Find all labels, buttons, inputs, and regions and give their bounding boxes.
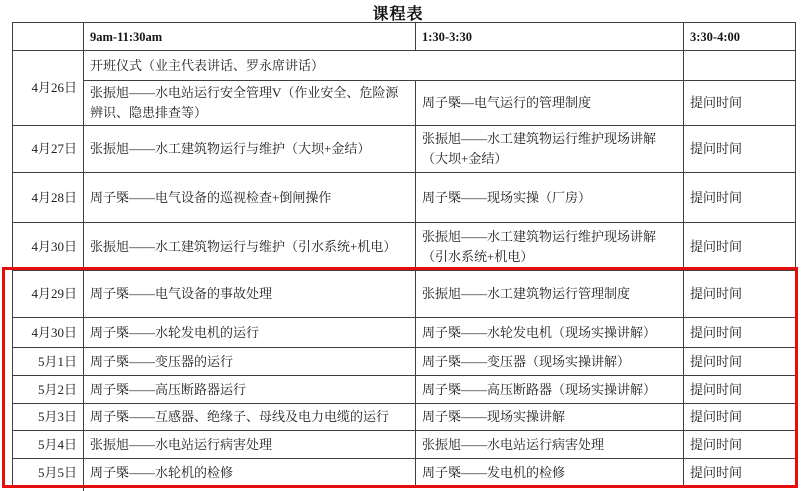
session-cell: 张振旭——水电站运行安全管理V（作业安全、危险源辨识、隐患排查等） bbox=[84, 81, 416, 126]
session-cell: 张振旭——水工建筑物运行与维护（引水系统+机电） bbox=[84, 223, 416, 271]
session-cell: 周子槩——发电机的检修 bbox=[416, 459, 684, 487]
date-cell: 4月28日 bbox=[13, 173, 84, 223]
schedule-row bbox=[13, 404, 796, 431]
session-cell: 张振旭——水工建筑物运行维护现场讲解（大坝+金结） bbox=[416, 126, 684, 173]
date-cell: 4月30日 bbox=[13, 223, 84, 271]
header-row bbox=[13, 23, 796, 51]
session-cell: 开班仪式（业主代表讲话、罗永席讲话） bbox=[84, 51, 684, 81]
schedule-row bbox=[13, 318, 796, 348]
schedule-row bbox=[13, 173, 796, 223]
qa-time-cell: 提问时间 bbox=[684, 173, 796, 223]
session-cell: 张振旭——水电站运行病害处理 bbox=[84, 431, 416, 459]
header-date-column bbox=[13, 23, 84, 51]
session-cell: 周子槩——现场实操讲解 bbox=[416, 404, 684, 431]
session-cell: 周子槩——互感器、绝缘子、母线及电力电缆的运行 bbox=[84, 404, 416, 431]
schedule-title: 课程表 bbox=[372, 6, 424, 23]
header-late-afternoon-slot: 3:30-4:00 bbox=[684, 23, 796, 51]
qa-time-cell: 提问时间 bbox=[684, 431, 796, 459]
date-cell: 5月1日 bbox=[13, 348, 84, 376]
date-cell: 5月2日 bbox=[13, 376, 84, 404]
date-cell: 4月27日 bbox=[13, 126, 84, 173]
session-cell: 周子槩——电气设备的巡视检查+倒闸操作 bbox=[84, 173, 416, 223]
qa-time-cell: 提问时间 bbox=[684, 348, 796, 376]
date-cell: 5月3日 bbox=[13, 404, 84, 431]
session-cell: 周子槩——高压断路器运行 bbox=[84, 376, 416, 404]
schedule-row bbox=[13, 271, 796, 318]
empty-cell bbox=[684, 51, 796, 81]
schedule-row bbox=[13, 223, 796, 271]
session-cell: 周子槩——水轮发电机的运行 bbox=[84, 318, 416, 348]
qa-time-cell: 提问时间 bbox=[684, 126, 796, 173]
session-cell: 张振旭——水电站运行病害处理 bbox=[416, 431, 684, 459]
session-cell: 周子槩——变压器的运行 bbox=[84, 348, 416, 376]
schedule-row bbox=[13, 459, 796, 487]
session-cell: 张振旭——水工建筑物运行维护现场讲解（引水系统+机电） bbox=[416, 223, 684, 271]
header-early-afternoon-slot: 1:30-3:30 bbox=[416, 23, 684, 51]
session-cell: 周子槩——水轮机的检修 bbox=[84, 459, 416, 487]
session-cell: 周子槩——高压断路器（现场实操讲解） bbox=[416, 376, 684, 404]
qa-time-cell: 提问时间 bbox=[684, 223, 796, 271]
qa-time-cell: 提问时间 bbox=[684, 271, 796, 318]
date-cell: 5月5日 bbox=[13, 459, 84, 487]
session-cell: 周子槩——现场实操（厂房） bbox=[416, 173, 684, 223]
qa-time-cell: 提问时间 bbox=[684, 459, 796, 487]
date-cell: 4月29日 bbox=[13, 271, 84, 318]
date-cell: 4月26日 bbox=[13, 51, 84, 126]
schedule-row bbox=[13, 51, 796, 81]
session-cell: 周子槩—电气运行的管理制度 bbox=[416, 81, 684, 126]
qa-time-cell: 提问时间 bbox=[684, 81, 796, 126]
schedule-row bbox=[13, 376, 796, 404]
qa-time-cell: 提问时间 bbox=[684, 376, 796, 404]
header-morning-slot: 9am-11:30am bbox=[84, 23, 416, 51]
session-cell: 周子槩——电气设备的事故处理 bbox=[84, 271, 416, 318]
session-cell: 周子槩——变压器（现场实操讲解） bbox=[416, 348, 684, 376]
schedule-row bbox=[13, 348, 796, 376]
qa-time-cell: 提问时间 bbox=[684, 404, 796, 431]
session-cell: 张振旭——水工建筑物运行与维护（大坝+金结） bbox=[84, 126, 416, 173]
date-cell: 4月30日 bbox=[13, 318, 84, 348]
schedule-row bbox=[13, 431, 796, 459]
table-cutoff-stub bbox=[83, 486, 84, 491]
schedule-table bbox=[12, 22, 796, 487]
qa-time-cell: 提问时间 bbox=[684, 318, 796, 348]
schedule-row bbox=[13, 81, 796, 126]
date-cell: 5月4日 bbox=[13, 431, 84, 459]
session-cell: 张振旭——水工建筑物运行管理制度 bbox=[416, 271, 684, 318]
schedule-row bbox=[13, 126, 796, 173]
session-cell: 周子槩——水轮发电机（现场实操讲解） bbox=[416, 318, 684, 348]
